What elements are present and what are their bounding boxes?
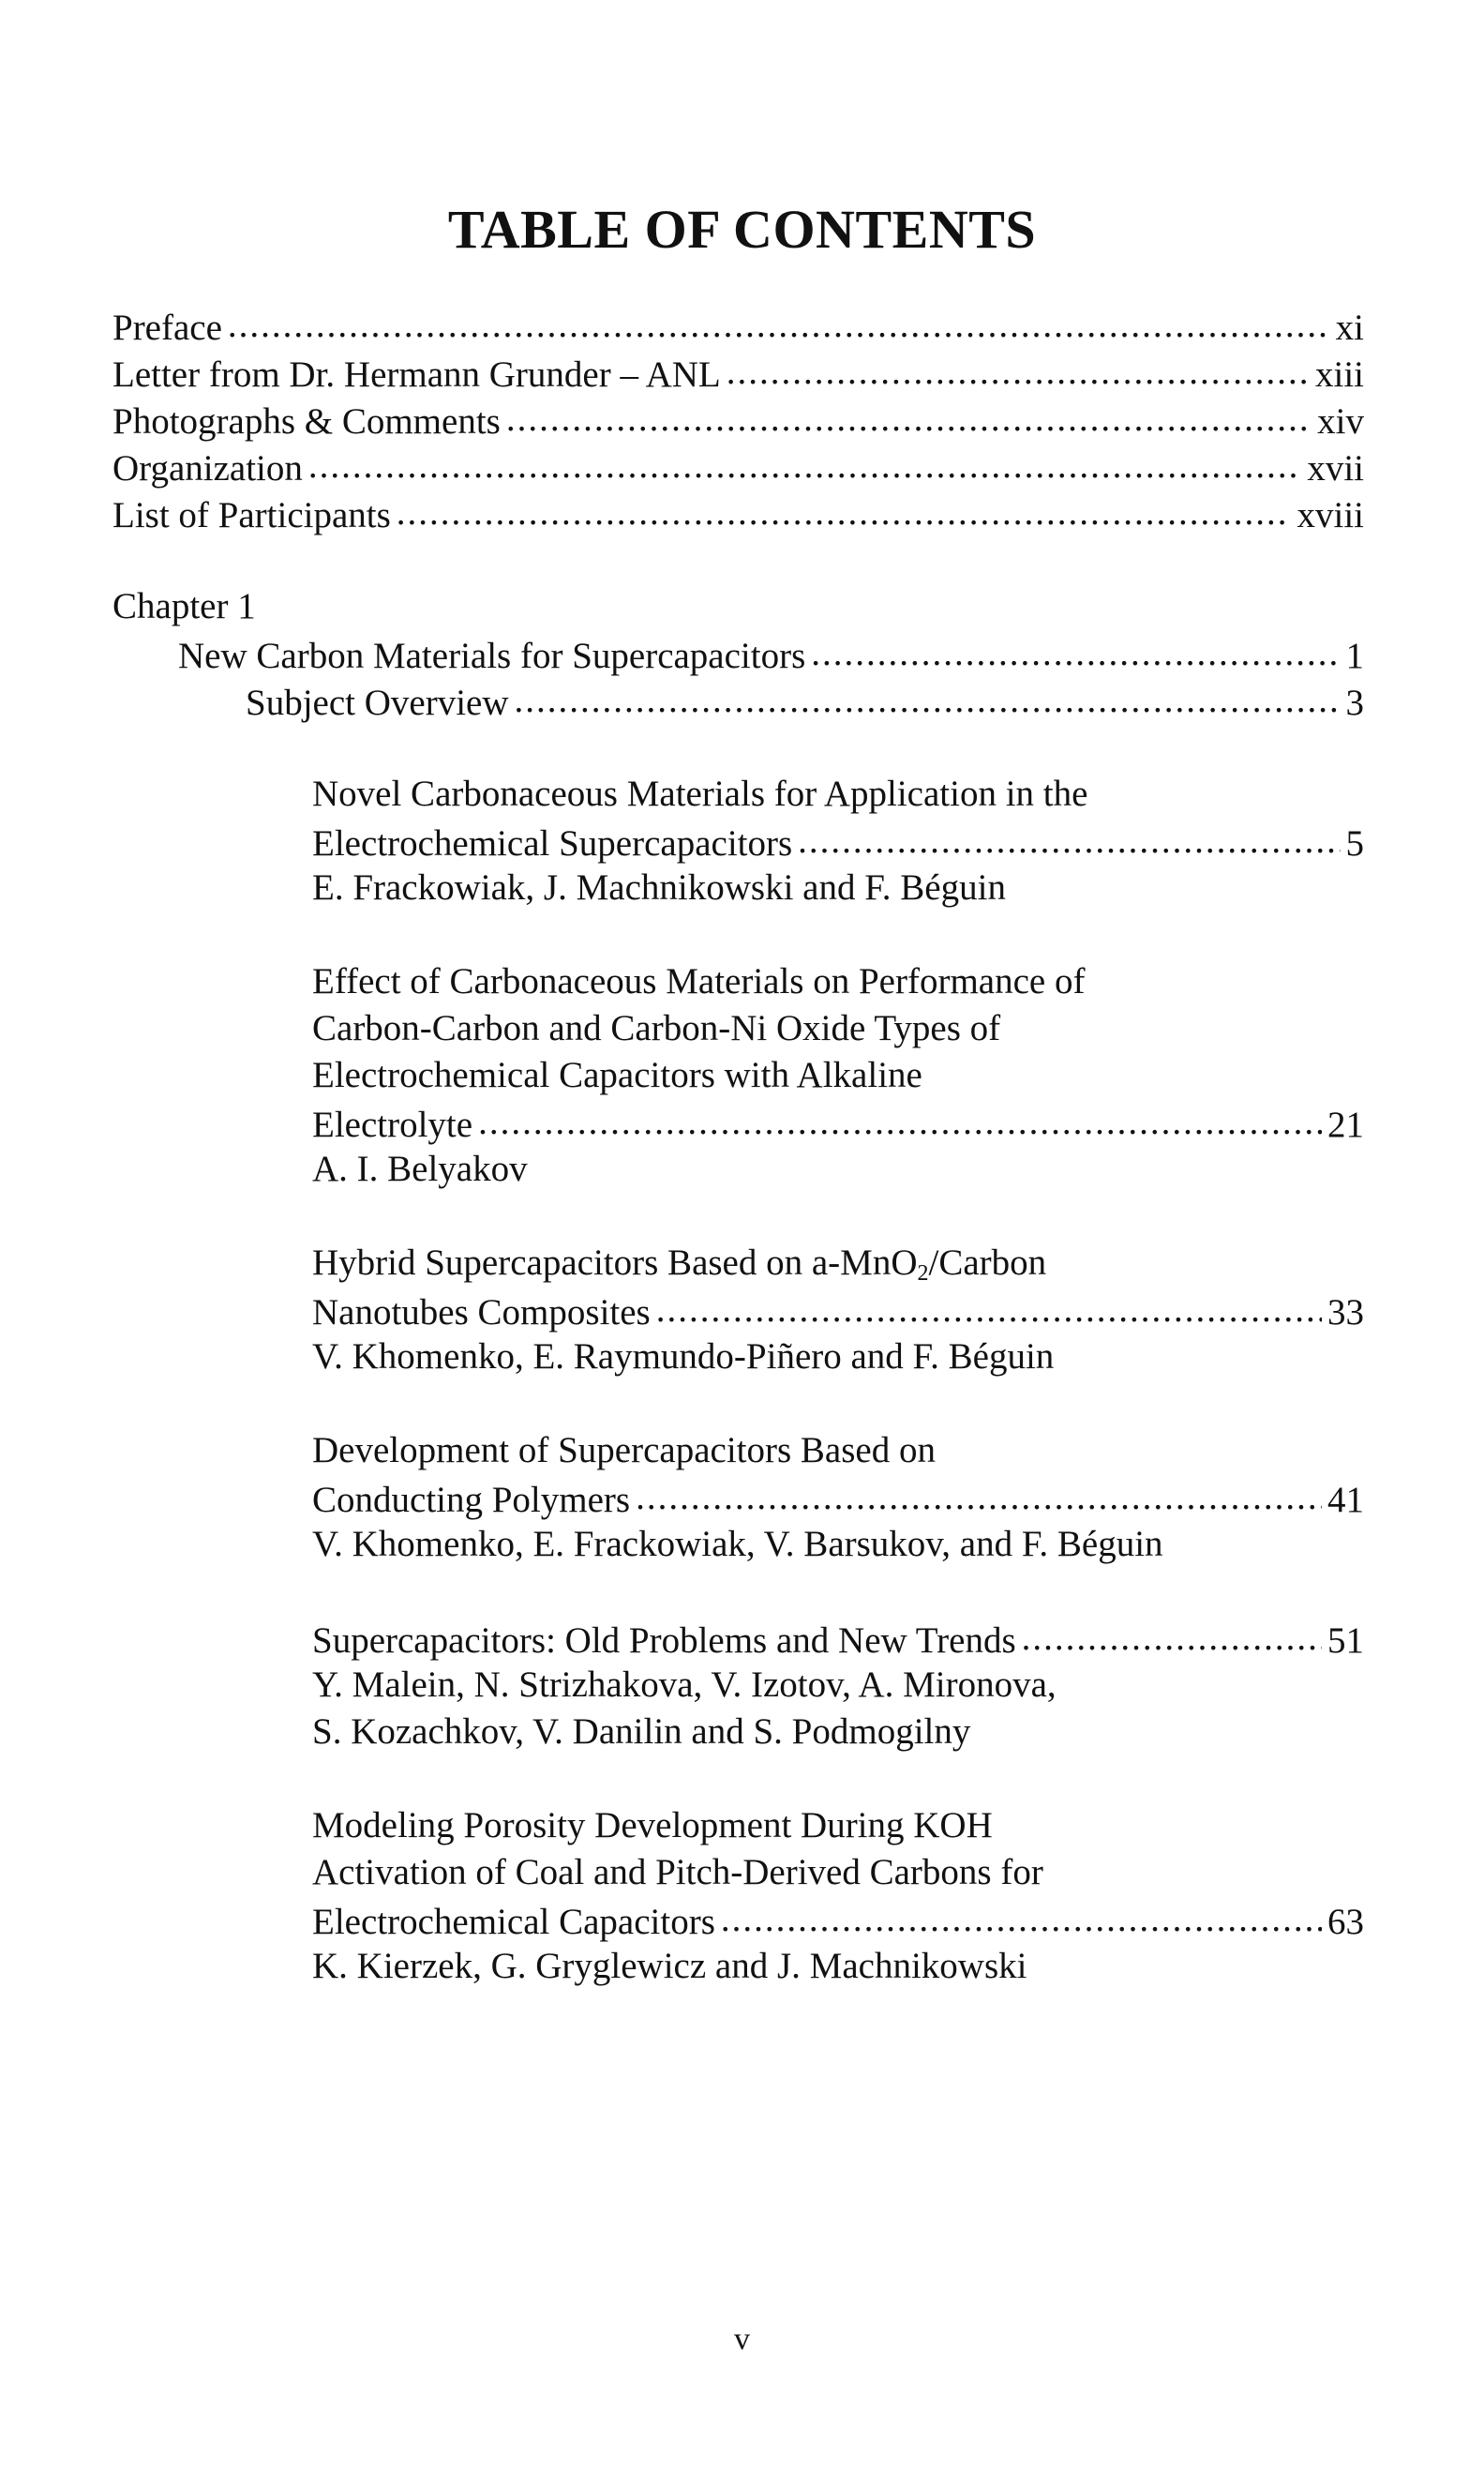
toc-entry-title: Electrolyte [312, 1105, 473, 1145]
entry-title-suffix: /Carbon [928, 1243, 1047, 1283]
toc-entry-subject-overview[interactable] [246, 677, 1364, 727]
entry-authors: E. Frackowiak, J. Machnikowski and F. Béguin [312, 867, 1006, 908]
toc-entry-preface[interactable] [112, 302, 1364, 352]
toc-entry-title: Electrochemical Supercapacitors [312, 823, 793, 864]
dot-leader [721, 1896, 1322, 1934]
toc-entry-title: Photographs & Comments [112, 401, 501, 442]
toc-entry-organization[interactable] [112, 443, 1364, 492]
toc-page-number: 21 [1327, 1105, 1364, 1145]
dot-leader [515, 677, 1341, 715]
toc-entry-title: Organization [112, 448, 303, 489]
toc-entry-title: List of Participants [112, 495, 391, 535]
toc-entry-title: Supercapacitors: Old Problems and New Trends [312, 1620, 1016, 1661]
entry-title-line: Electrochemical Capacitors with Alkaline [312, 1055, 922, 1095]
toc-page-number: xviii [1297, 495, 1364, 535]
toc-page-number: 1 [1345, 636, 1364, 676]
page-title: TABLE OF CONTENTS [447, 199, 1037, 260]
dot-leader [308, 443, 1301, 480]
toc-entry-title: Subject Overview [246, 683, 509, 723]
toc-page-number: xiii [1314, 354, 1364, 395]
chapter-label: Chapter 1 [112, 586, 256, 626]
entry-title-last-line [312, 1615, 1364, 1664]
entry-title-last-line [312, 1896, 1364, 1946]
entry-authors: Y. Malein, N. Strizhakova, V. Izotov, A. Mironova, [312, 1664, 1057, 1705]
toc-page-number: 3 [1345, 683, 1364, 723]
entry-title-last-line [312, 1099, 1364, 1149]
entry-title-last-line [312, 1287, 1364, 1336]
entry-authors: S. Kozachkov, V. Danilin and S. Podmogilny [312, 1711, 971, 1752]
subscript: 2 [917, 1261, 929, 1286]
dot-leader [798, 818, 1340, 855]
dot-leader [506, 396, 1312, 433]
entry-title-line [312, 1240, 1046, 1287]
entry-authors: A. I. Belyakov [312, 1149, 528, 1189]
dot-leader [811, 630, 1340, 668]
toc-entry-letter[interactable] [112, 349, 1364, 399]
toc-entry-title: Preface [112, 308, 222, 348]
toc-entry-title: Letter from Dr. Hermann Grunder – ANL [112, 354, 721, 395]
dot-leader [727, 349, 1310, 386]
toc-entry-photographs[interactable] [112, 396, 1364, 445]
toc-page-number: 33 [1327, 1292, 1364, 1333]
toc-entry-title: New Carbon Materials for Supercapacitors [178, 636, 806, 676]
dot-leader [478, 1099, 1322, 1137]
entry-title-last-line [312, 818, 1364, 867]
toc-page-number: 41 [1327, 1480, 1364, 1520]
entry-title-last-line [312, 1474, 1364, 1524]
toc-page-number: xi [1335, 308, 1364, 348]
entry-title-line: Activation of Coal and Pitch-Derived Carbons for [312, 1852, 1043, 1892]
entry-title-line: Effect of Carbonaceous Materials on Performance of [312, 961, 1086, 1002]
page-folio: v [734, 2322, 750, 2357]
entry-title-line: Modeling Porosity Development During KOH [312, 1805, 993, 1845]
toc-page-number: 63 [1327, 1902, 1364, 1942]
dot-leader [397, 489, 1292, 527]
toc-page-number: xvii [1307, 448, 1364, 489]
dot-leader [656, 1287, 1322, 1324]
toc-entry-title: Electrochemical Capacitors [312, 1902, 715, 1942]
toc-entry-participants[interactable] [112, 489, 1364, 539]
entry-title-line: Development of Supercapacitors Based on [312, 1430, 936, 1470]
toc-page-number: 51 [1327, 1620, 1364, 1661]
toc-page-number: xiv [1317, 401, 1364, 442]
dot-leader [636, 1474, 1322, 1512]
entry-authors: V. Khomenko, E. Raymundo-Piñero and F. Béguin [312, 1336, 1055, 1377]
entry-authors: V. Khomenko, E. Frackowiak, V. Barsukov, and F. Béguin [312, 1524, 1163, 1564]
toc-entry-title: Nanotubes Composites [312, 1292, 651, 1333]
entry-title-prefix: Hybrid Supercapacitors Based on a-MnO [312, 1243, 918, 1283]
dot-leader [1022, 1615, 1322, 1652]
dot-leader [228, 302, 1330, 339]
entry-authors: K. Kierzek, G. Gryglewicz and J. Machnikowski [312, 1946, 1027, 1986]
toc-entry-chapter-title[interactable] [178, 630, 1364, 680]
entry-title-line: Novel Carbonaceous Materials for Application in the [312, 774, 1088, 814]
toc-page-number: 5 [1345, 823, 1364, 864]
entry-title-line: Carbon-Carbon and Carbon-Ni Oxide Types of [312, 1008, 1001, 1048]
toc-entry-title: Conducting Polymers [312, 1480, 631, 1520]
